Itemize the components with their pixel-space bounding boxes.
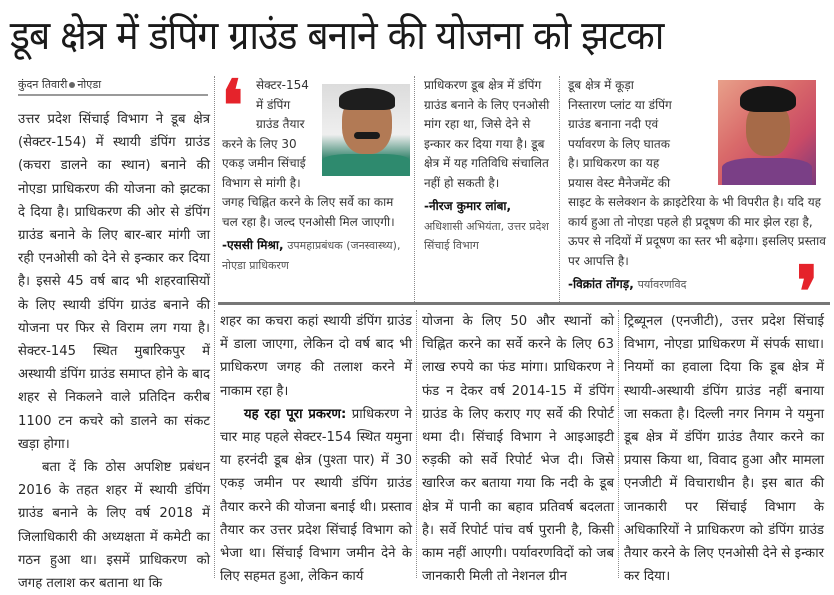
- article-paragraph: उत्तर प्रदेश सिंचाई विभाग ने डूब क्षेत्र (सेक्टर-154) में स्थायी डंपिंग ग्राउंड (कचरा डालने का स्थान) बनाने की नोएडा प्राधिकरण की योजना को झटका दे दिया है। प्राधिकरण की ओर से डंपिंग ग्राउंड बनाने के लिए बार-बार मांगी जा रही एनओसी को देने से इन्कार कर दिया है। इससे 45 वर्ष बाद भी शहरवासियों के लिए स्थायी डंपिंग ग्राउंड बनाने की योजना पर फिर से विराम लग गया है। सेक्टर-145 स्थित मुबारिकपुर में अस्थायी डंपिंग ग्राउंड समाप्त होने के बाद शहर से निकलने वाले प्रतिदिन करीब 1100 टन कचरे को डालने का संकट खड़ा होगा।: [18, 112, 210, 452]
- quote-text: प्राधिकरण डूब क्षेत्र में डंपिंग ग्राउंड बनाने के लिए एनओसी मांग रहा था, जिसे देने से इन्कार कर दिया गया है। डूब क्षेत्र में यह गतिविधि संचालित नहीं हो सकती है।: [424, 78, 550, 190]
- section-lead: यह रहा पूरा प्रकरण:: [244, 406, 347, 422]
- article-paragraph: योजना के लिए 50 और स्थानों को चिह्नित करने का सर्वे करने के लिए 63 लाख रुपये का फंड मांगा। प्राधिकरण ने फंड न देकर वर्ष 2014-15 में डंपिंग ग्राउंड के लिए कराए गए सर्वे की रिपोर्ट थमा दी। सिंचाई विभाग ने आइआइटी रुड़की को सर्वे रिपोर्ट भेज दी। जिसे खारिज कर बताया गया कि नदी के डूब क्षेत्र में पानी का बहाव प्रतिवर्ष बदलता है। सर्वे रिपोर्ट पांच वर्ष पुरानी है, किसी काम नहीं आएगी। पर्यावरणविदों को जब जानकारी मिली तो नेशनल ग्रीन: [422, 314, 614, 585]
- article-paragraph: ट्रिब्यूनल (एनजीटी), उत्तर प्रदेश सिंचाई विभाग, नोएडा प्राधिकरण में संपर्क साधा। नियमों का हवाला दिया कि डूब क्षेत्र में स्थायी-अस्थायी डंपिंग ग्राउंड नहीं बनाया जा सकता है। दिल्ली नगर निगम ने यमुना डूब क्षेत्र में डंपिंग ग्राउंड तैयार करने का प्रयास किया था, विवाद हुआ और मामला एनजीटी में विचाराधीन है। इस बात की जानकारी पर सिंचाई विभाग के अधिकारियों ने प्राधिकरण को डंपिंग ग्राउंड तैयार करने के लिए एनओसी देने से इन्कार कर दिया।: [624, 314, 824, 585]
- article-paragraph: शहर का कचरा कहां स्थायी डंपिंग ग्राउंड में डाला जाएगा, लेकिन दो वर्ष बाद भी प्राधिकरण जगह की तलाश करने में नाकाम रहा है।: [220, 314, 412, 399]
- column-divider: [416, 310, 417, 578]
- photo-spacer: [311, 76, 407, 180]
- quote-box-lamba: [424, 76, 554, 298]
- article-column-4: [624, 310, 824, 585]
- quote-spacer: [221, 64, 256, 147]
- byline-location: नोएडा: [77, 78, 102, 91]
- quote-attribution-role: पर्यावरणविद: [637, 278, 687, 291]
- quote-box-mishra: [221, 64, 407, 298]
- quote-text: डूब क्षेत्र में कूड़ा निस्तारण प्लांट या डंपिंग ग्राउंड बनाना नदी एवं पर्यावरण के लिए घातक है। प्राधिकरण का यह प्रयास वेस्ट मैनेजमेंट की साइट के सलेक्शन के क्राइटेरिया के भी विपरीत है। यदि यह कार्य हुआ तो नोएडा पहले ही प्रदूषण की मार झेल रहा है, ऊपर से नदियों में प्रदूषण का स्तर भी बढ़ेगा। इसलिए प्रस्ताव पर आपत्ति है।: [568, 78, 826, 268]
- column-divider: [618, 310, 619, 578]
- byline-author: कुंदन तिवारी: [18, 78, 68, 91]
- quote-close-icon: ❜: [796, 250, 819, 333]
- bullet-dot-icon: [69, 82, 75, 88]
- article-column-2: [220, 310, 412, 585]
- quote-section-divider: [218, 302, 830, 305]
- photo-spacer: [672, 76, 828, 186]
- article-column-1: [18, 108, 210, 592]
- article-column-3: [422, 310, 614, 585]
- byline: [18, 76, 208, 96]
- article-paragraph: बता दें कि ठोस अपशिष्ट प्रबंधन 2016 के तहत शहर में स्थायी डंपिंग ग्राउंड बनाने के लिए वर्ष 2018 में जिलाधिकारी की अध्यक्षता में कमेटी का गठन हुआ था। इसमें प्राधिकरण को जगह तलाश कर बताना था कि: [18, 460, 210, 592]
- quote-attribution-role: उपमहाप्रबंधक (जनस्वास्थ्य), नोएडा प्राधिकरण: [222, 239, 401, 272]
- quote-attribution-name: -विक्रांत तोंगड़,: [568, 277, 634, 291]
- quote-attribution-role: अधिशासी अभियंता, उत्तर प्रदेश सिंचाई विभाग: [424, 219, 549, 252]
- headline: डूब क्षेत्र में डंपिंग ग्राउंड बनाने की योजना को झटका: [10, 13, 664, 59]
- quote-open-icon: ❛: [221, 64, 244, 147]
- column-divider: [559, 76, 560, 302]
- column-divider: [414, 76, 415, 302]
- quote-text: सेक्टर-154 में डंपिंग ग्राउंड तैयार करने के लिए 30 एकड़ जमीन सिंचाई विभाग से मांगी है। जगह चिह्नित करने के लिए सर्वे का काम चल रहा है। जल्द एनओसी मिल जाएगी।: [222, 78, 395, 229]
- article-paragraph: प्राधिकरण ने चार माह पहले सेक्टर-154 स्थित यमुना या हरनंदी डूब क्षेत्र (पुश्ता पार) में 30 एकड़ जमीन पर स्थायी डंपिंग ग्राउंड तैयार करने की योजना बनाई थी। प्रस्ताव तैयार कर उत्तर प्रदेश सिंचाई विभाग को भेजा था। सिंचाई विभाग जमीन देने के लिए सहमत हुआ, लेकिन कार्य: [220, 406, 412, 585]
- column-divider: [214, 76, 215, 308]
- quote-box-tongad: [568, 76, 828, 333]
- quote-attribution-name: -नीरज कुमार लांबा,: [424, 199, 512, 213]
- quote-attribution-name: -एससी मिश्रा,: [222, 238, 284, 252]
- column-divider: [214, 310, 215, 578]
